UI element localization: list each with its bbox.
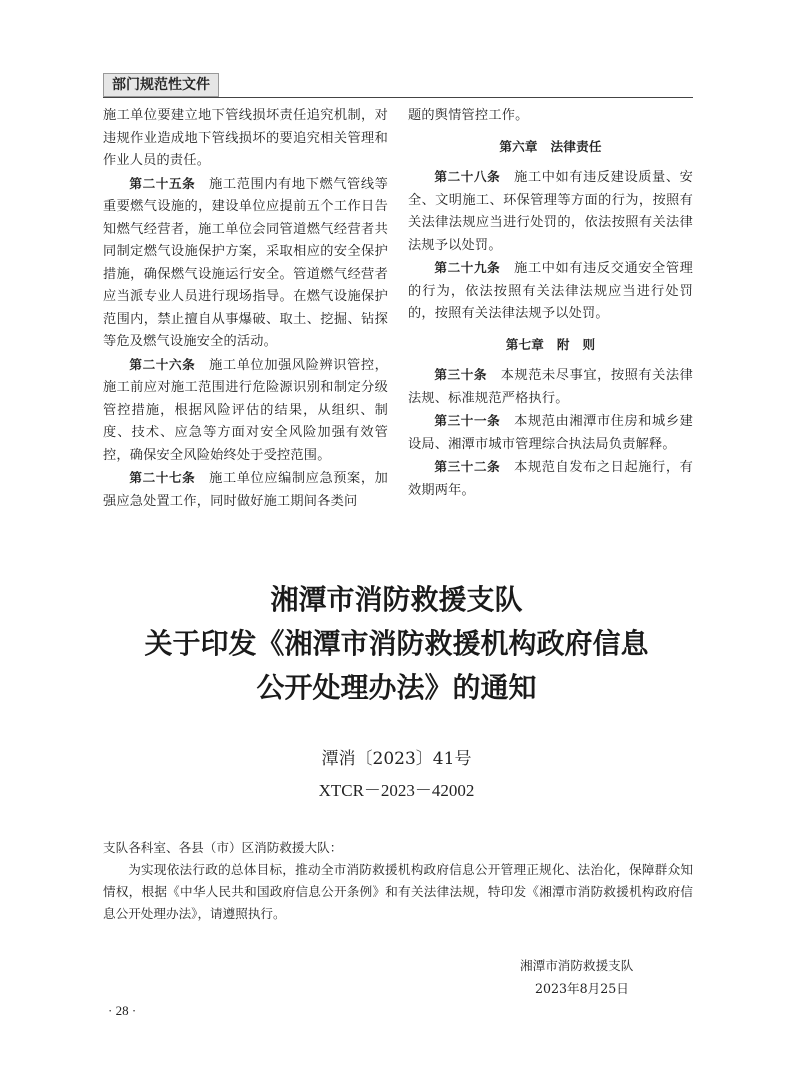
article-26-text: 施工单位加强风险辨识管控，施工前应对施工范围进行危险源识别和制定分级管控措施，根据风险评估的结果，从组织、制度、技术、应急等方面对安全风险加强有效管控，确保安全风险始终处于受控范围。	[103, 357, 389, 463]
page-number: · 28 ·	[108, 1003, 137, 1018]
notice-title	[0, 578, 793, 710]
article-30-label: 第三十条	[434, 367, 488, 382]
article-27	[103, 467, 388, 513]
article-25-text: 施工范围内有地下燃气管线等重要燃气设施的，建设单位应提前五个工作日告知燃气经营者，施工单位会同管道燃气经营者共同制定燃气设施保护方案，采取相应的安全保护措施，确保燃气设施运行安全。管道燃气经营者应当派专业人员进行现场指导。在燃气设施保护范围内，禁止擅自从事爆破、取土、挖掘、钻探等危及燃气设施安全的活动。	[103, 176, 389, 349]
article-25	[103, 173, 388, 354]
article-28-text: 施工中如有违反建设质量、安全、文明施工、环保管理等方面的行为，按照有关法律法规应当进行处罚的，依法按照有关法律法规予以处罚。	[408, 170, 694, 253]
article-29	[408, 257, 693, 326]
notice-title-line-3: 公开处理办法》的通知	[256, 671, 537, 704]
article-31-text: 本规范由湘潭市住房和城乡建设局、湘潭市城市管理综合执法局负责解释。	[408, 414, 694, 452]
article-32-label: 第三十二条	[434, 459, 501, 474]
issuer-signature: 湘潭市消防救援支队	[520, 958, 634, 973]
article-29-text: 施工中如有违反交通安全管理的行为，依法按照有关法律法规应当进行处罚的，按照有关法律法规予以处罚。	[408, 261, 694, 321]
article-31-label: 第三十一条	[434, 413, 501, 428]
article-25-label: 第二十五条	[129, 175, 196, 191]
chapter-6-heading: 第六章 法律责任	[499, 138, 602, 154]
article-29-label: 第二十九条	[434, 260, 501, 275]
article-32-text: 本规范自发布之日起施行，有效期两年。	[408, 460, 694, 498]
notice-addressee: 支队各科室、各县（市）区消防救援大队：	[103, 840, 343, 855]
notice-title-line-1: 湘潭市消防救援支队	[270, 583, 523, 616]
header-rule	[103, 97, 693, 98]
right-column	[408, 105, 693, 502]
article-26-label: 第二十六条	[129, 356, 196, 372]
document-number: 潭消〔2023〕41号	[321, 749, 472, 769]
article-30-text: 本规范未尽事宜，按照有关法律法规、标准规范严格执行。	[408, 368, 693, 406]
issue-date: 2023年8月25日	[535, 981, 629, 996]
article-30	[408, 364, 693, 410]
right-paragraph-1: 题的舆情管控工作。	[408, 108, 529, 123]
section-tag: 部门规范性文件	[103, 73, 219, 97]
left-column	[103, 105, 388, 513]
article-32	[408, 456, 693, 502]
article-31	[408, 410, 693, 456]
article-28-label: 第二十八条	[434, 169, 501, 184]
article-26	[103, 354, 388, 468]
article-28	[408, 166, 693, 257]
left-paragraph-1: 施工单位要建立地下管线损坏责任追究机制，对违规作业造成地下管线损坏的要追究相关管理和作业人员的责任。	[103, 108, 388, 168]
document-code: XTCR－2023－42002	[318, 781, 475, 800]
article-27-label: 第二十七条	[129, 470, 196, 485]
notice-paragraph: 为实现依法行政的总体目标，推动全市消防救援机构政府信息公开管理正规化、法治化，保障群众知情权，根据《中华人民共和国政府信息公开条例》和有关法律法规，特印发《湘潭市消防救援机构政府信息公开处理办法》，请遵照执行。	[103, 862, 693, 921]
article-27-text: 施工单位应编制应急预案，加强应急处置工作，同时做好施工期间各类问	[103, 471, 389, 509]
chapter-7-heading: 第七章 附 则	[505, 336, 596, 352]
notice-title-line-2: 关于印发《湘潭市消防救援机构政府信息	[144, 627, 649, 660]
notice-body	[103, 837, 693, 925]
